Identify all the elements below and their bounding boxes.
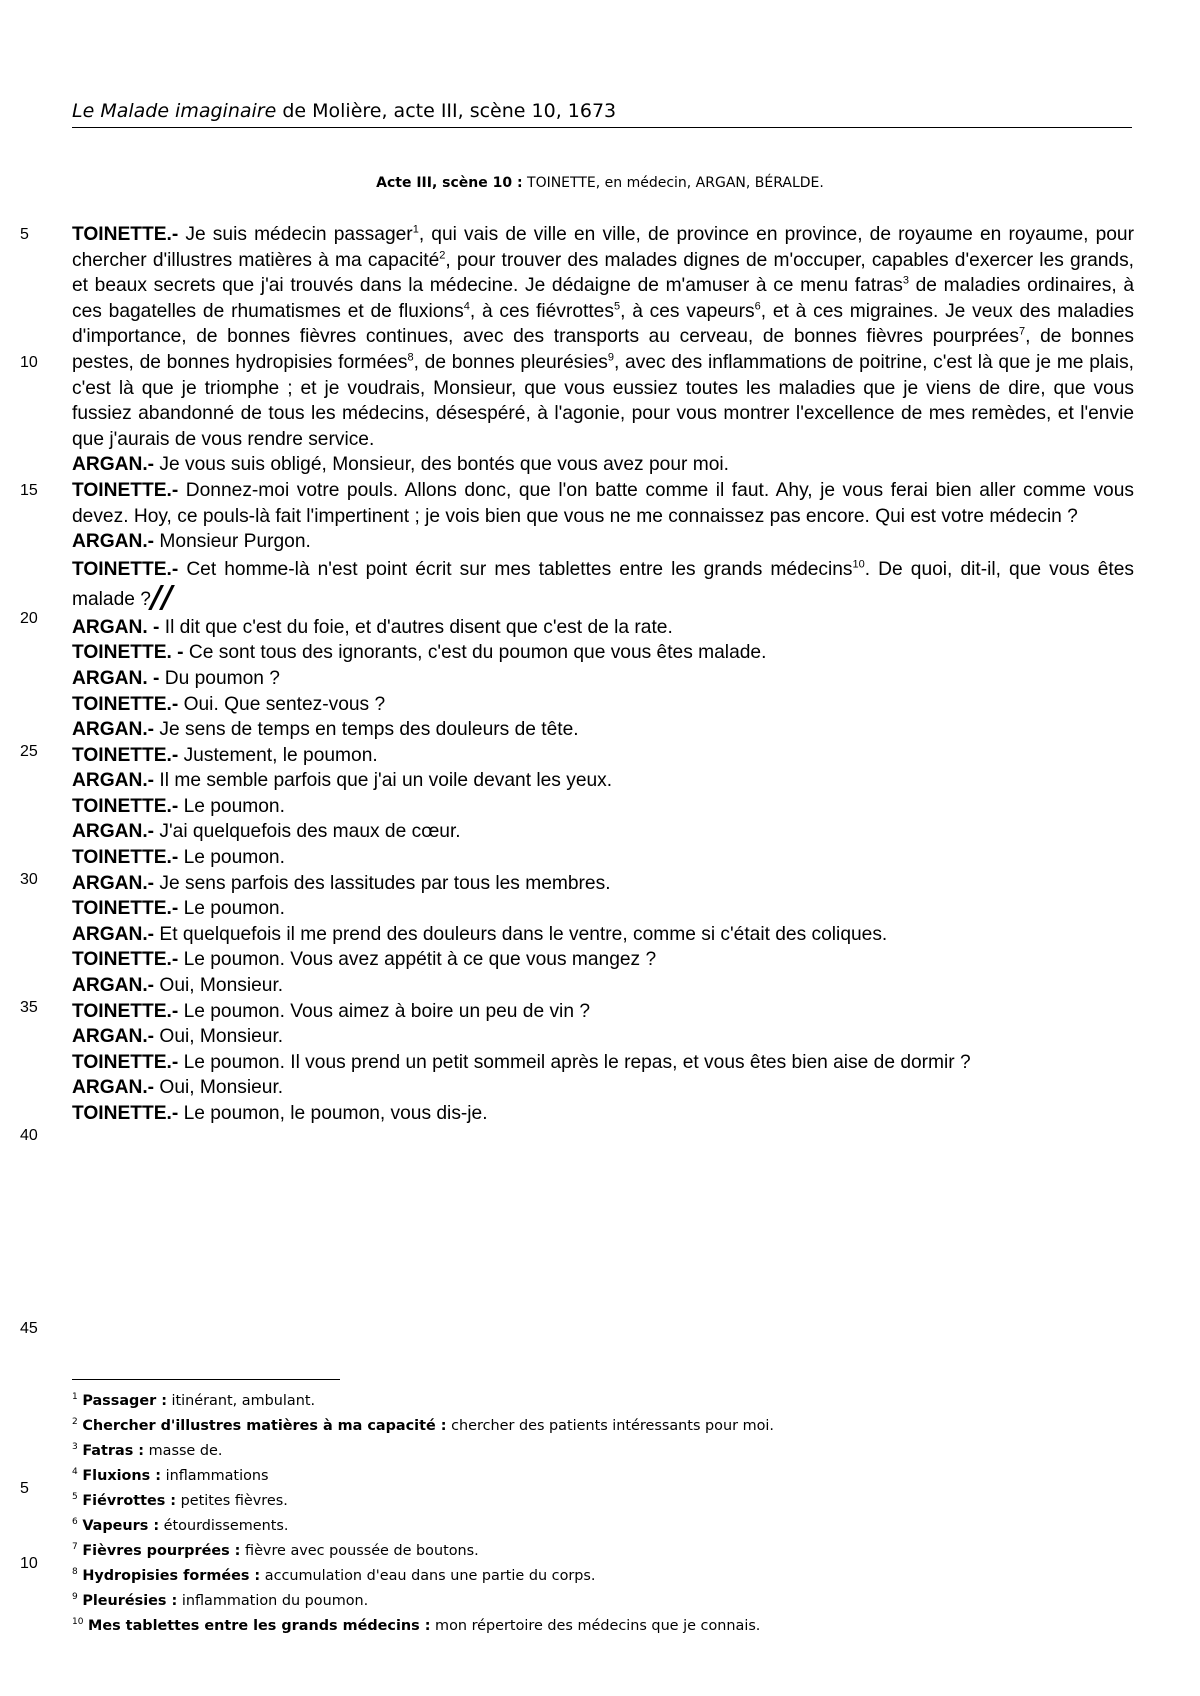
dialogue-line [72, 1075, 1134, 1101]
speech-text: Et quelquefois il me prend des douleurs dans le ventre, comme si c'était des coliques. [154, 923, 888, 945]
footnote-ref: 6 [754, 300, 761, 313]
speaker-name: TOINETTE.- [72, 795, 179, 817]
speaker-name: ARGAN.- [72, 821, 155, 843]
footnote-number: 3 [72, 1442, 78, 1453]
footnote [72, 1414, 972, 1439]
dialogue-line [72, 973, 1134, 999]
line-number: 45 [20, 1320, 38, 1337]
dialogue-line [72, 999, 1134, 1025]
footnote-ref: 4 [463, 300, 470, 313]
speech-text: Le poumon. [178, 898, 285, 920]
dialogue-line [72, 819, 1134, 845]
footnote-ref: 5 [613, 300, 621, 313]
footnote-number: 8 [72, 1567, 78, 1578]
speech-text: Donnez-moi votre pouls. Allons donc, que l'on batte comme il faut. Ahy, je vous ferai bien aller comme vous devez. Hoy, ce pouls-là fait l'impertinent ; je vois bien que vous ne me connaissez pas encore. Qui est votre médecin ? [72, 479, 1134, 527]
dialogue-line [72, 640, 1134, 666]
dialogue-line [72, 794, 1134, 820]
speech-text: , à ces fiévrottes [469, 300, 614, 322]
footnote-definition: itinérant, ambulant. [166, 1393, 316, 1409]
speaker-name: TOINETTE.- [72, 1000, 179, 1022]
speaker-name: TOINETTE.- [72, 1051, 179, 1073]
footnote-definition: petites fièvres. [176, 1493, 288, 1509]
footnote-term: Hydropisies formées : [82, 1568, 261, 1584]
dialogue-line [72, 666, 1134, 692]
speech-text: , pour trouver des malades dignes de m'occuper, capables d'exercer les grands, et beaux secrets que j'ai trouvés dans la médecine. Je dédaigne de m'amuser à ce menu fatras [72, 249, 1135, 297]
footnote [72, 1539, 972, 1564]
speech-text: J'ai quelquefois des maux de cœur. [154, 821, 461, 843]
speaker-name: TOINETTE.- [72, 949, 179, 971]
speech-text: Oui. Que sentez-vous ? [178, 693, 386, 715]
speaker-name: TOINETTE.- [72, 558, 179, 580]
speech-text: Monsieur Purgon. [154, 531, 311, 553]
footnote-line-number: 10 [20, 1555, 38, 1572]
speech-text: Il dit que c'est du foie, et d'autres disent que c'est de la rate. [159, 616, 673, 638]
scene-characters: TOINETTE, en médecin, ARGAN, BÉRALDE. [522, 175, 824, 191]
footnote-definition: mon répertoire des médecins que je connais. [430, 1618, 761, 1634]
footnote-number: 10 [72, 1617, 84, 1628]
footnote-number: 9 [72, 1592, 78, 1603]
footnote-term: Pleurésies : [82, 1593, 178, 1609]
speech-toinette-2 [72, 478, 1134, 529]
dialogue-line [72, 1024, 1134, 1050]
speaker-name: ARGAN.- [72, 975, 155, 997]
dialogue-line [72, 1101, 1134, 1127]
footnote-ref: 8 [407, 351, 414, 364]
speech-text: Je vous suis obligé, Monsieur, des bontés que vous avez pour moi. [154, 454, 729, 476]
dialogue-line [72, 768, 1134, 794]
footnote-number: 4 [72, 1467, 78, 1478]
dialogue-line [72, 947, 1134, 973]
footnote-definition: masse de. [144, 1443, 223, 1459]
speaker-name: TOINETTE.- [72, 1103, 179, 1124]
speaker-name: TOINETTE.- [72, 224, 179, 245]
speech-text: Justement, le poumon. [178, 744, 378, 766]
footnote-term: Fiévrottes : [82, 1493, 177, 1509]
dialogue-line [72, 1050, 1134, 1076]
speech-text: Je sens parfois des lassitudes par tous les membres. [154, 872, 611, 894]
line-number: 5 [20, 226, 29, 243]
speech-text: Ce sont tous des ignorants, c'est du poumon que vous êtes malade. [183, 642, 767, 664]
line-number: 40 [20, 1127, 38, 1144]
speech-text: Oui, Monsieur. [154, 1077, 284, 1099]
footnote-term: Fièvres pourprées : [82, 1543, 241, 1559]
dialogue-lines [72, 615, 1134, 1127]
line-number: 10 [20, 354, 38, 371]
speaker-name: TOINETTE.- [72, 693, 179, 715]
play-title: Le Malade imaginaire [72, 100, 277, 122]
footnote-term: Passager : [82, 1393, 167, 1409]
speaker-name: TOINETTE.- [72, 847, 179, 869]
line-number: 25 [20, 743, 38, 760]
footnote-definition: inflammations [161, 1468, 269, 1484]
speech-text: Le poumon. [178, 795, 285, 817]
footnote-line-number: 5 [20, 1480, 29, 1497]
header-details: de Molière, acte III, scène 10, 1673 [276, 100, 617, 122]
footnote-ref: 10 [852, 558, 865, 571]
footnote-ref: 3 [902, 274, 909, 287]
footnote-ref: 2 [439, 249, 446, 262]
line-number: 35 [20, 999, 38, 1016]
speech-text: Le poumon, le poumon, vous dis-je. [178, 1103, 488, 1124]
speech-text: de maladies ordinaires, à ces bagatelles de rhumatismes et de fluxions [72, 275, 1134, 322]
speaker-name: TOINETTE.- [72, 898, 179, 920]
speech-text: Je suis médecin passager [178, 224, 413, 245]
speech-text: Du poumon ? [159, 667, 280, 689]
speaker-name: ARGAN.- [72, 923, 155, 945]
footnote [72, 1589, 972, 1614]
handwritten-slash-mark: // [150, 579, 173, 615]
footnote-definition: fièvre avec poussée de boutons. [240, 1543, 479, 1559]
dialogue-line [72, 615, 1134, 641]
speech-text: , de bonnes pestes, de bonnes hydropisies formées [72, 326, 1134, 373]
speech-text: , à ces vapeurs [620, 300, 755, 322]
speech-text: Le poumon. Il vous prend un petit sommeil après le repas, et vous êtes bien aise de dormir ? [178, 1051, 971, 1073]
line-number: 15 [20, 482, 38, 499]
speaker-name: ARGAN.- [72, 1077, 155, 1099]
speaker-name: ARGAN. - [72, 667, 160, 689]
footnote-number: 2 [72, 1417, 78, 1428]
speech-text: , et à ces migraines. Je veux des maladies d'importance, de bonnes fièvres continues, avec des transports au cerveau, de bonnes fièvres pourprées [72, 300, 1134, 348]
dialogue-line [72, 922, 1134, 948]
speaker-name: TOINETTE. - [72, 642, 184, 664]
speaker-name: ARGAN.- [72, 1026, 155, 1048]
footnote-term: Fluxions : [82, 1468, 161, 1484]
document-header [72, 98, 1132, 128]
speaker-name: TOINETTE.- [72, 479, 179, 501]
footnote [72, 1464, 972, 1489]
speech-toinette-3 [72, 555, 1134, 615]
play-text [72, 222, 1134, 1127]
scene-title [0, 175, 1200, 191]
dialogue-line [72, 896, 1134, 922]
speech-text: Il me semble parfois que j'ai un voile devant les yeux. [154, 770, 613, 792]
footnote-separator [72, 1379, 340, 1380]
speaker-name: ARGAN.- [72, 531, 155, 553]
footnote-term: Vapeurs : [82, 1518, 160, 1534]
footnote [72, 1614, 972, 1639]
speech-toinette-1 [72, 222, 1134, 452]
footnote-term: Fatras : [82, 1443, 145, 1459]
scene-title-bold: Acte III, scène 10 : [376, 175, 523, 191]
footnote-term: Mes tablettes entre les grands médecins : [88, 1618, 431, 1634]
speech-text: Oui, Monsieur. [154, 1026, 284, 1048]
footnotes [72, 1389, 972, 1639]
speech-text: Cet homme-là n'est point écrit sur mes tablettes entre les grands médecins [178, 558, 853, 580]
speaker-name: TOINETTE.- [72, 744, 179, 766]
speaker-name: ARGAN. - [72, 616, 160, 638]
footnote-term: Chercher d'illustres matières à ma capacité : [82, 1418, 447, 1434]
footnote-definition: chercher des patients intéressants pour moi. [446, 1418, 774, 1434]
line-number: 30 [20, 871, 38, 888]
footnote-number: 7 [72, 1542, 78, 1553]
footnote-definition: étourdissements. [159, 1518, 289, 1534]
speech-text: . De quoi, dit-il, que vous êtes malade ? [72, 558, 1134, 610]
speaker-name: ARGAN.- [72, 872, 155, 894]
speech-text: Je sens de temps en temps des douleurs de tête. [154, 719, 579, 741]
speech-text: Le poumon. Vous aimez à boire un peu de vin ? [178, 1000, 590, 1022]
speech-text: , qui vais de ville en ville, de province en province, de royaume en royaume, pour chercher d'illustres matières à ma capacité [72, 224, 1134, 271]
speaker-name: ARGAN.- [72, 770, 155, 792]
speech-text: Oui, Monsieur. [154, 975, 284, 997]
dialogue-line [72, 743, 1134, 769]
dialogue-line [72, 717, 1134, 743]
dialogue-line [72, 692, 1134, 718]
footnote-definition: inflammation du poumon. [177, 1593, 369, 1609]
footnote [72, 1514, 972, 1539]
footnote-number: 1 [72, 1392, 78, 1403]
footnote [72, 1489, 972, 1514]
footnote-number: 5 [72, 1492, 78, 1503]
dialogue-line [72, 845, 1134, 871]
speaker-name: ARGAN.- [72, 719, 155, 741]
footnote-number: 6 [72, 1517, 78, 1528]
footnote [72, 1389, 972, 1414]
speech-text: Le poumon. Vous avez appétit à ce que vous mangez ? [178, 949, 657, 971]
line-number: 20 [20, 610, 38, 627]
footnote-definition: accumulation d'eau dans une partie du corps. [260, 1568, 596, 1584]
speech-text: , de bonnes pleurésies [413, 351, 608, 373]
speech-argan-1 [72, 452, 1134, 478]
footnote [72, 1439, 972, 1464]
speech-text: , avec des inflammations de poitrine, c'est là que je me plais, c'est là que je triomphe ; et je voudrais, Monsieur, que vous eussiez toutes les maladies que je viens de dire, que vous fussiez abandonné de tous les médecins, désespéré, à l'agonie, pour vous montrer l'excellence de mes remèdes, et l'envie que j'aurais de vous rendre service. [72, 351, 1134, 450]
dialogue-line [72, 871, 1134, 897]
speech-argan-2 [72, 529, 1134, 555]
footnote-ref: 7 [1018, 325, 1026, 338]
speech-text: Le poumon. [178, 847, 285, 869]
footnote [72, 1564, 972, 1589]
speaker-name: ARGAN.- [72, 454, 155, 476]
footnote-ref: 9 [607, 351, 614, 364]
footnote-ref: 1 [412, 223, 419, 236]
